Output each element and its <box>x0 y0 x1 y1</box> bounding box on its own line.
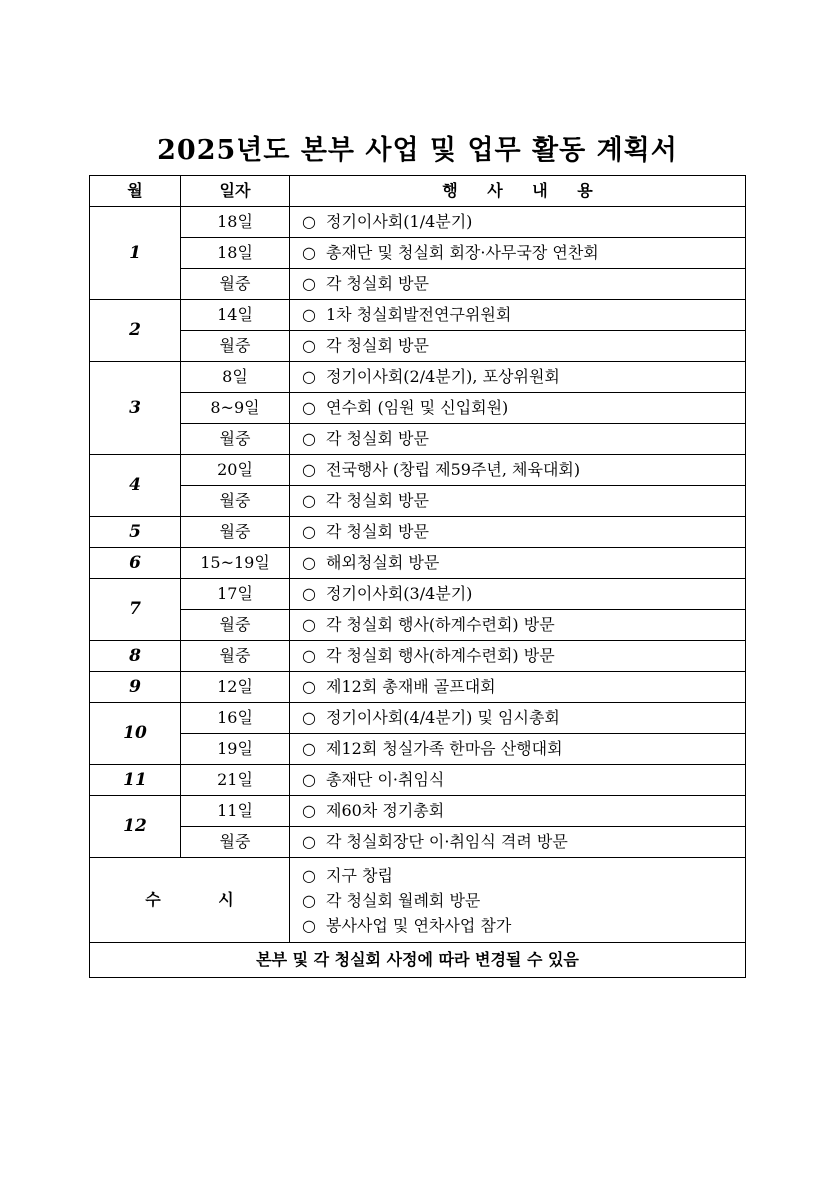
event-text: 각 청실회 행사(하계수련회) 방문 <box>326 615 555 635</box>
bullet-icon: ○ <box>302 305 316 325</box>
event-column-header: 행 사 내 용 <box>290 176 746 207</box>
date-cell: 월중 <box>181 641 290 672</box>
month-cell: 7 <box>90 579 181 641</box>
event-cell <box>290 269 746 300</box>
table-row <box>90 393 746 424</box>
table-row <box>90 734 746 765</box>
bullet-icon: ○ <box>302 398 316 418</box>
date-cell: 8일 <box>181 362 290 393</box>
month-column-header: 월 <box>90 176 181 207</box>
month-cell: 10 <box>90 703 181 765</box>
event-text: 각 청실회 방문 <box>326 336 429 356</box>
bullet-icon: ○ <box>302 832 316 852</box>
date-cell: 15~19일 <box>181 548 290 579</box>
event-cell <box>290 548 746 579</box>
event-text: 제12회 청실가족 한마음 산행대회 <box>326 739 563 759</box>
page-title: 2025년도 본부 사업 및 업무 활동 계획서 <box>157 135 678 166</box>
bullet-icon: ○ <box>302 243 316 263</box>
event-text: 정기이사회(3/4분기) <box>326 584 473 604</box>
event-text: 총재단 및 청실회 회장·사무국장 연찬회 <box>326 243 599 263</box>
table-row <box>90 238 746 269</box>
date-cell: 월중 <box>181 517 290 548</box>
bullet-icon: ○ <box>302 801 316 821</box>
event-text: 해외청실회 방문 <box>326 553 440 573</box>
event-cell <box>290 331 746 362</box>
bullet-icon: ○ <box>302 770 316 790</box>
bullet-icon: ○ <box>302 677 316 697</box>
month-cell: 8 <box>90 641 181 672</box>
table-row <box>90 703 746 734</box>
event-cell <box>290 393 746 424</box>
date-cell: 월중 <box>181 424 290 455</box>
date-cell: 월중 <box>181 610 290 641</box>
event-cell <box>290 238 746 269</box>
table-row <box>90 331 746 362</box>
date-cell: 월중 <box>181 331 290 362</box>
month-cell: 6 <box>90 548 181 579</box>
date-cell: 20일 <box>181 455 290 486</box>
month-cell: 3 <box>90 362 181 455</box>
bullet-icon: ○ <box>302 336 316 356</box>
date-cell: 12일 <box>181 672 290 703</box>
event-text: 전국행사 (창립 제59주년, 체육대회) <box>326 460 581 480</box>
event-text: 연수회 (임원 및 신입회원) <box>326 398 509 418</box>
month-cell: 5 <box>90 517 181 548</box>
table-row <box>90 455 746 486</box>
table-row <box>90 579 746 610</box>
event-cell <box>290 424 746 455</box>
date-cell: 월중 <box>181 486 290 517</box>
date-cell: 16일 <box>181 703 290 734</box>
table-row <box>90 672 746 703</box>
table-row <box>90 486 746 517</box>
event-cell <box>290 703 746 734</box>
event-text: 각 청실회 방문 <box>326 522 429 542</box>
adhoc-item-text: 각 청실회 월례회 방문 <box>326 890 481 910</box>
date-cell: 18일 <box>181 238 290 269</box>
table-row <box>90 362 746 393</box>
date-cell: 18일 <box>181 207 290 238</box>
event-cell <box>290 300 746 331</box>
event-cell <box>290 641 746 672</box>
date-column-header: 일자 <box>181 176 290 207</box>
activity-plan-table <box>89 175 746 978</box>
bullet-icon: ○ <box>302 460 316 480</box>
table-header-row <box>90 176 746 207</box>
event-cell <box>290 517 746 548</box>
date-cell: 월중 <box>181 827 290 858</box>
event-cell <box>290 610 746 641</box>
event-text: 각 청실회 방문 <box>326 274 429 294</box>
event-cell <box>290 765 746 796</box>
adhoc-item-text: 봉사사업 및 연차사업 참가 <box>326 915 512 935</box>
bullet-icon: ○ <box>302 615 316 635</box>
date-cell: 21일 <box>181 765 290 796</box>
bullet-icon: ○ <box>302 553 316 573</box>
adhoc-item-text: 지구 창립 <box>326 865 393 885</box>
bullet-icon: ○ <box>302 274 316 294</box>
date-cell: 17일 <box>181 579 290 610</box>
event-cell <box>290 362 746 393</box>
event-text: 각 청실회장단 이·취임식 격려 방문 <box>326 832 568 852</box>
event-cell <box>290 796 746 827</box>
table-row <box>90 765 746 796</box>
date-cell: 19일 <box>181 734 290 765</box>
table-row <box>90 207 746 238</box>
bullet-icon: ○ <box>302 367 316 387</box>
footnote: 본부 및 각 청실회 사정에 따라 변경될 수 있음 <box>90 943 746 978</box>
month-cell: 1 <box>90 207 181 300</box>
event-text: 각 청실회 방문 <box>326 491 429 511</box>
bullet-icon: ○ <box>302 212 316 232</box>
event-text: 1차 청실회발전연구위원회 <box>326 305 512 325</box>
adhoc-items <box>290 858 746 943</box>
footnote-row <box>90 943 746 978</box>
month-cell: 12 <box>90 796 181 858</box>
table-footer <box>90 858 746 978</box>
bullet-icon: ○ <box>302 646 316 666</box>
event-cell <box>290 455 746 486</box>
event-text: 각 청실회 행사(하계수련회) 방문 <box>326 646 555 666</box>
adhoc-item <box>302 863 745 888</box>
month-cell: 11 <box>90 765 181 796</box>
table-row <box>90 796 746 827</box>
event-cell <box>290 207 746 238</box>
month-cell: 9 <box>90 672 181 703</box>
table-row <box>90 517 746 548</box>
bullet-icon: ○ <box>302 491 316 511</box>
table-row <box>90 610 746 641</box>
bullet-icon: ○ <box>302 865 316 885</box>
bullet-icon: ○ <box>302 584 316 604</box>
bullet-icon: ○ <box>302 522 316 542</box>
bullet-icon: ○ <box>302 890 316 910</box>
event-cell <box>290 672 746 703</box>
adhoc-row <box>90 858 746 943</box>
table-row <box>90 424 746 455</box>
bullet-icon: ○ <box>302 708 316 728</box>
table-row <box>90 300 746 331</box>
event-text: 정기이사회(2/4분기), 포상위원회 <box>326 367 560 387</box>
month-cell: 4 <box>90 455 181 517</box>
event-text: 정기이사회(1/4분기) <box>326 212 473 232</box>
event-text: 정기이사회(4/4분기) 및 임시총회 <box>326 708 560 728</box>
event-text: 제12회 총재배 골프대회 <box>326 677 496 697</box>
event-text: 각 청실회 방문 <box>326 429 429 449</box>
table-row <box>90 548 746 579</box>
adhoc-item <box>302 913 745 938</box>
table-row <box>90 641 746 672</box>
table-row <box>90 827 746 858</box>
adhoc-item <box>302 888 745 913</box>
event-cell <box>290 827 746 858</box>
date-cell: 11일 <box>181 796 290 827</box>
adhoc-label: 수 시 <box>90 858 290 943</box>
bullet-icon: ○ <box>302 429 316 449</box>
date-cell: 월중 <box>181 269 290 300</box>
date-cell: 14일 <box>181 300 290 331</box>
event-text: 총재단 이·취임식 <box>326 770 445 790</box>
table-row <box>90 269 746 300</box>
date-cell: 8~9일 <box>181 393 290 424</box>
bullet-icon: ○ <box>302 739 316 759</box>
event-cell <box>290 579 746 610</box>
bullet-icon: ○ <box>302 915 316 935</box>
event-cell <box>290 734 746 765</box>
event-text: 제60차 정기총회 <box>326 801 445 821</box>
table-body <box>90 207 746 858</box>
event-cell <box>290 486 746 517</box>
month-cell: 2 <box>90 300 181 362</box>
